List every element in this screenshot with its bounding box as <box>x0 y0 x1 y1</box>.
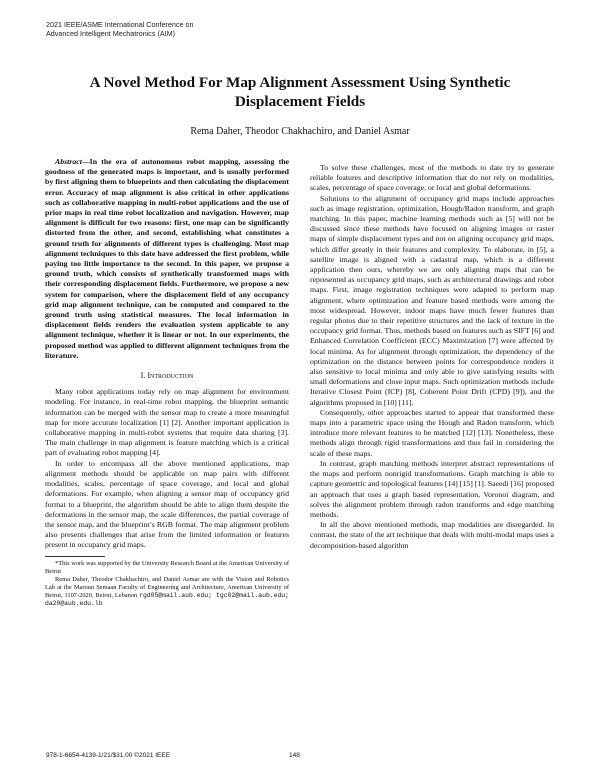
abstract-label: Abstract <box>55 157 82 166</box>
abstract <box>45 157 289 361</box>
paper-title <box>40 73 560 111</box>
right-column <box>310 163 554 551</box>
footnote-funding: *This work was supported by the University Research Board at the American University of Beirut <box>45 559 289 575</box>
title-line-1: A Novel Method For Map Alignment Assessment Using Synthetic <box>89 74 511 91</box>
footnote-affiliation <box>45 576 289 608</box>
section-heading-introduction: I. Introduction <box>140 371 194 381</box>
conference-line-1: 2021 IEEE/ASME International Conference on <box>46 20 194 29</box>
right-paragraph-2: Solutions to the alignment of occupancy grid maps include approaches such as image registration, optimization, Hough/Radon transform, and graph matching. In this paper, machine learning methods such as [5] will not be discussed since these methods have focused on aligning images or raster maps of simple displacement types and not on aligning occupancy grid maps, which differ greatly in their features and complexity. To elaborate, in [5], a satellite image is aligned with a cadastral map, which is a different application then ours, whereby we are only aligning maps that can be represented as occupancy grid maps, such as architectural drawings and robot maps. First, image registration techniques were adapted to perform map alignment, where optimization and feature based methods were among the most widespread. However, indoor maps have much fewer features than regular photos due to their repetitive structures and the lack of texture in the occupancy grid format. Thus, methods based on features such as SIFT [6] and Enhanced Correlation Coefficient (ECC) Maximization [7] were affected by local minima. As for alignment through optimization, the dependency of the optimization on the distance between points for correspondence renders it also sensitive to local minima and only able to give satisfying results with small deformations and close input maps. Such optimization methods include Iterative Closest Point (ICP) [8], Coherent Point Drift (CPD) [9]), and the algorithms proposed in [10] [11]. <box>310 193 554 407</box>
abstract-text: —In the era of autonomous robot mapping, assessing the goodness of the generated maps is important, and is usually performed by first aligning them to blueprints and then calculating the displacement error. Accuracy of map alignment is also critical in other applications such as collaborative mapping in multi-robot applications and the use of prior maps in real time robot localization and navigation. However, map alignment is difficult for two reasons: first, one map can be significantly distorted from the other, and second, establishing what constitutes a ground truth for alignments of different types is challenging. Most map alignment techniques to this date have addressed the first problem, while paying too little importance to the second. In this paper, we propose a ground truth, which consists of synthetically transformed maps with their corresponding displacement fields. Furthermore, we propose a new system for comparison, where the displacement field of any occupancy grid map alignment technique, can be computed and compared to the ground truth using statistical measures. The local information in displacement fields renders the evaluation system applicable to any alignment technique, whether it is linear or not. In our experiments, the proposed method was applied to different alignment techniques from the literature. <box>45 157 289 360</box>
right-paragraph-5: In all the above mentioned methods, map modalities are disregarded. In contrast, the state of the art technique that deals with multi-modal maps uses a decomposition-based algorithm <box>310 520 554 550</box>
conference-header <box>46 20 193 38</box>
left-column <box>45 157 289 608</box>
author-list: Rema Daher, Theodor Chakhachiro, and Daniel Asmar <box>190 126 410 137</box>
author-emails: rgd05@mail.aub.edu; tgc02@mail.aub.edu; da20@aub.edu.lb <box>45 591 289 607</box>
footnote-divider <box>45 556 105 557</box>
affiliation-text: Rema Daher, Theodor Chakhachiro, and Daniel Asmar are with the Vision and Robotics Lab at the Maroun Semaan Faculty of Engineering and Architecture, American University of Beirut, 1107-2020, Beirut, Lebanon <box>45 575 289 599</box>
page-number: 148 <box>289 752 300 759</box>
right-paragraph-1: To solve these challenges, most of the methods to date try to generate reliable features and descriptive information that do not rely on modalities, scales, percentage of space coverage, or local and global deformations. <box>310 163 554 193</box>
title-line-2: Displacement Fields <box>234 93 366 110</box>
copyright-footer: 978-1-6654-4139-1/21/$31.00 ©2021 IEEE <box>46 752 171 759</box>
intro-paragraph-1: Many robot applications today rely on map alignment for environment modeling. For instance, in real-time robot mapping, the blueprint semantic information can be merged with the sensor map to create a more meaningful map for more accurate localization [1] [2]. Another important application is collaborative mapping in multi-robot systems that require data sharing [3]. The main challenge in map alignment is feature matching which is a critical part of evaluating robot mapping [4]. <box>45 387 289 458</box>
right-paragraph-3: Consequently, other approaches started to appear that transformed these maps into a parametric space using the Hough and Radon transform, which introduce more relevant features to be matched [12] [13]. Nonetheless, these methods align through rigid transformations and thus fail in considering the scale of these maps. <box>310 407 554 458</box>
right-paragraph-4: In contrast, graph matching methods interpret abstract representations of the maps and perform nonrigid transformations. Graph matching is able to capture geometric and topological features [14] [15] [1]. Saeedi [16] proposed an approach that uses a graph based representation, Voronoi diagram, and solves the alignment problem through radon transforms and edge matching methods. <box>310 458 554 519</box>
intro-paragraph-2: In order to encompass all the above mentioned applications, map alignment methods should be applicable on map pairs with different modalities, scales, percentage of space coverage, and local and global deformations. For example, when aligning a sensor map of occupancy grid format to a blueprint, the algorithm should be able to align them despite the deformations in the sensor map, the scale differences, the partial coverage of the sensor map, and the blueprint’s RGB format. The map alignment problem also presents challenges that arise from the limited information or features present in occupancy grid maps. <box>45 458 289 550</box>
conference-line-2: Advanced Intelligent Mechatronics (AIM) <box>46 29 176 38</box>
